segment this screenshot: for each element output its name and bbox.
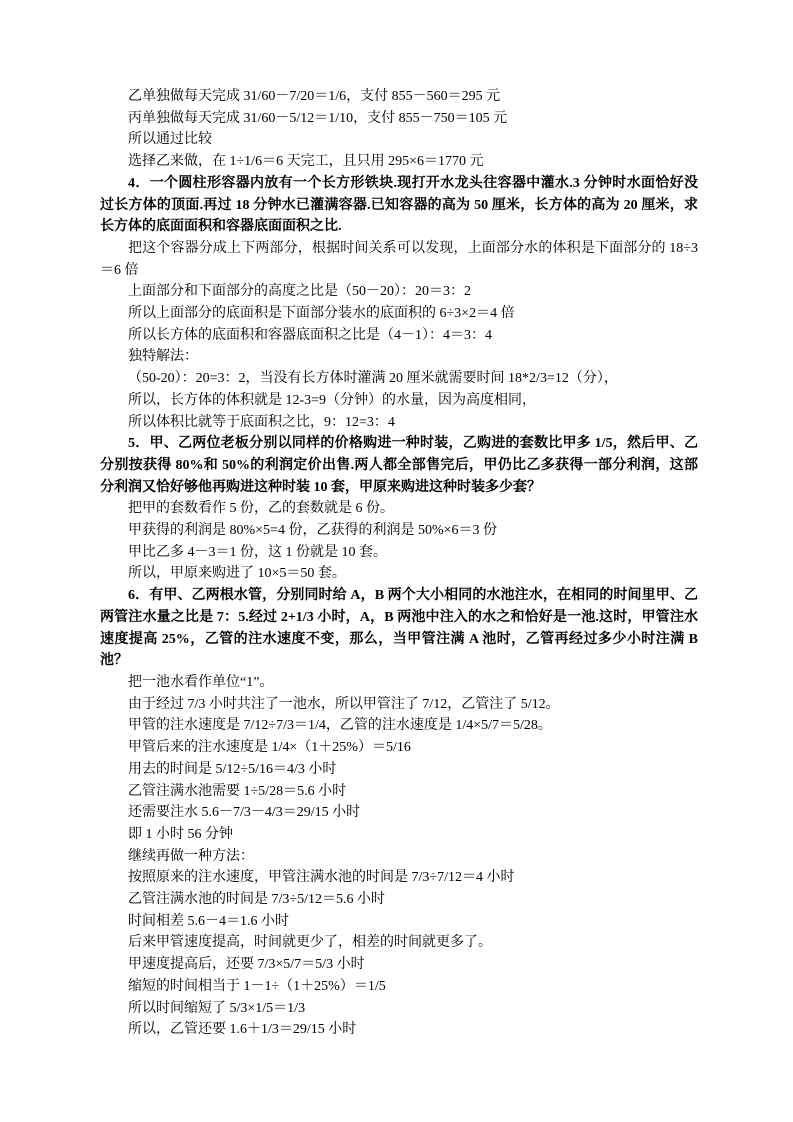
solution-line: 甲获得的利润是 80%×5=4 份，乙获得的利润是 50%×6＝3 份 xyxy=(128,523,498,539)
solution-line: 所以时间缩短了 5/3×1/5＝1/3 xyxy=(128,1000,306,1016)
solution-line: 所以通过比较 xyxy=(128,132,212,148)
solution-line: 所以，长方体的体积就是 12-3=9（分钟）的水量，因为高度相同， xyxy=(128,392,537,408)
solution-line: 所以上面部分的底面积是下面部分装水的底面积的 6÷3×2＝4 倍 xyxy=(128,306,515,322)
solution-line: 所以长方体的底面积和容器底面积之比是（4－1）：4＝3：4 xyxy=(128,327,492,343)
problem-statement: 5．甲、乙两位老板分别以同样的价格购进一种时装，乙购进的套数比甲多 1/5，然后甲、乙分别按获得 80%和 50%的利润定价出售.两人都全部售完后，甲仍比乙多获得一部分利润，这部分利润又恰好够他再购进这种时装 10 套，甲原来购进这种时装多少套？ xyxy=(100,436,698,495)
solution-line: 把甲的套数看作 5 份，乙的套数就是 6 份。 xyxy=(128,501,394,517)
solution-line: 还需要注水 5.6－7/3－4/3＝29/15 小时 xyxy=(128,805,361,821)
solution-line: 把一池水看作单位“1”。 xyxy=(128,674,274,690)
solution-line: 所以，甲原来购进了 10×5＝50 套。 xyxy=(128,566,346,582)
solution-line: 甲管的注水速度是 7/12÷7/3＝1/4，乙管的注水速度是 1/4×5/7＝5/28。 xyxy=(128,718,552,734)
solution-line: 用去的时间是 5/12÷5/16＝4/3 小时 xyxy=(128,761,337,777)
solution-line: 所以，乙管还要 1.6＋1/3＝29/15 小时 xyxy=(128,1022,357,1038)
document-content xyxy=(100,86,698,1041)
solution-line: 即 1 小时 56 分钟 xyxy=(128,826,233,842)
solution-line: 乙管注满水池需要 1÷5/28＝5.6 小时 xyxy=(128,783,347,799)
problem-statement: 4．一个圆柱形容器内放有一个长方形铁块.现打开水龙头往容器中灌水.3 分钟时水面恰好没过长方体的顶面.再过 18 分钟水已灌满容器.已知容器的高为 50 厘米，长方体的高为 20 厘米，求长方体的底面面积和容器底面面积之比. xyxy=(100,175,698,235)
solution-line: 所以体积比就等于底面积之比，9：12=3：4 xyxy=(128,414,395,430)
solution-line: 由于经过 7/3 小时共注了一池水，所以甲管注了 7/12，乙管注了 5/12。 xyxy=(128,696,560,712)
solution-line: 时间相差 5.6－4＝1.6 小时 xyxy=(128,913,289,929)
solution-line: 后来甲管速度提高，时间就更少了，相差的时间就更多了。 xyxy=(128,935,492,951)
solution-line: 乙单独做每天完成 31/60－7/20＝1/6，支付 855－560＝295 元 xyxy=(128,89,501,104)
problem-statement: 6．有甲、乙两根水管，分别同时给 A，B 两个大小相同的水池注水，在相同的时间里甲、乙两管注水量之比是 7：5.经过 2+1/3 小时，A，B 两池中注入的水之和恰好是一池.这时，甲管注水速度提高 25%，乙管的注水速度不变，那么，当甲管注满 A 池时，乙管再经过多少小时注满 B 池？ xyxy=(100,588,698,669)
solution-line: 独特解法： xyxy=(128,349,198,365)
solution-line: （50-20）：20=3：2，当没有长方体时灌满 20 厘米就需要时间 18*2/3=12（分）， xyxy=(128,371,618,387)
solution-line: 丙单独做每天完成 31/60－5/12＝1/10，支付 855－750＝105 元 xyxy=(128,110,508,126)
solution-line: 继续再做一种方法： xyxy=(128,848,254,864)
solution-line: 按照原来的注水速度，甲管注满水池的时间是 7/3÷7/12＝4 小时 xyxy=(128,870,515,886)
solution-line: 甲速度提高后，还要 7/3×5/7＝5/3 小时 xyxy=(128,957,365,973)
solution-line: 缩短的时间相当于 1－1÷（1＋25%）＝1/5 xyxy=(128,978,386,994)
solution-line: 乙管注满水池的时间是 7/3÷5/12＝5.6 小时 xyxy=(128,892,385,908)
solution-line: 选择乙来做，在 1÷1/6＝6 天完工，且只用 295×6＝1770 元 xyxy=(128,154,484,170)
solution-line: 甲比乙多 4－3＝1 份，这 1 份就是 10 套。 xyxy=(128,544,387,560)
solution-line: 甲管后来的注水速度是 1/4×（1＋25%）＝5/16 xyxy=(128,740,411,756)
solution-line: 把这个容器分成上下两部分，根据时间关系可以发现，上面部分水的体积是下面部分的 18÷3＝6 倍 xyxy=(100,240,698,278)
solution-line: 上面部分和下面部分的高度之比是（50－20）：20＝3：2 xyxy=(128,284,471,300)
